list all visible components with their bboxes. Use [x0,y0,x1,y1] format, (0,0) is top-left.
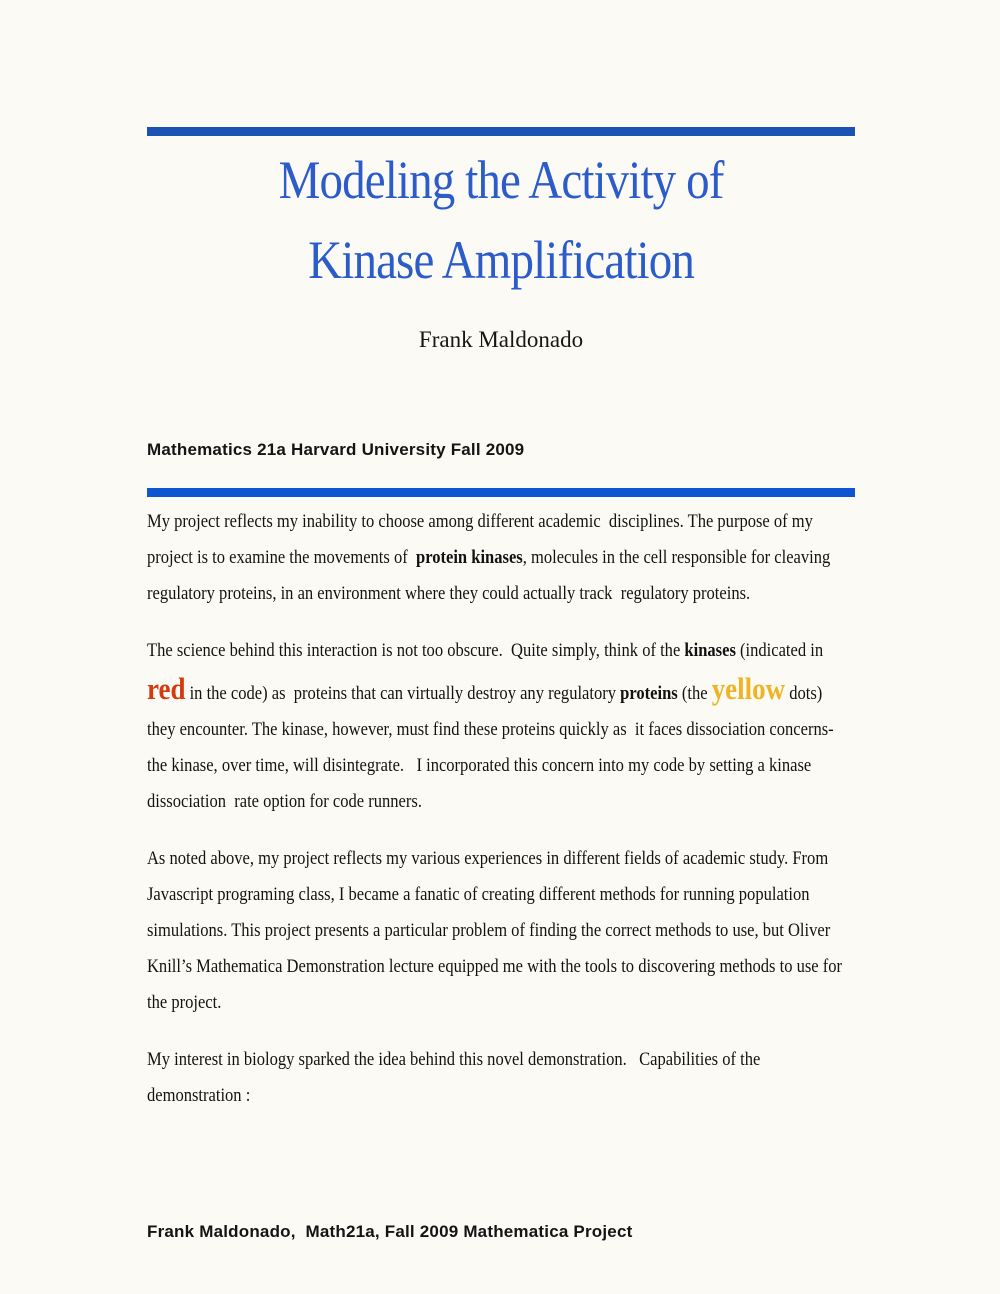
body-paragraph-1 [147,504,855,612]
bold-term: proteins [620,683,678,704]
top-rule [147,127,855,136]
footer-note: Frank Maldonado, Math21a, Fall 2009 Mathematica Project [147,1222,633,1241]
title-line-2: Kinase Amplification [308,230,694,290]
title-line-1: Modeling the Activity of [278,150,724,210]
author-name: Frank Maldonado [418,327,584,352]
text-run: The science behind this interaction is not too obscure. Quite simply, think of the [147,640,685,661]
course-heading: Mathematics 21a Harvard University Fall 2009 [147,440,525,459]
body-paragraph-2 [147,633,855,820]
text-run: dots) they encounter. The kinase, however, must find these proteins quickly as it faces dissociation concerns- the kinase, over time, will disintegrate. I incorporated this concern into my code by setting a kinase dissociation rate option for code runners. [147,683,838,812]
bold-term: kinases [684,640,736,661]
bold-term: protein kinases [416,547,523,568]
text-run: (the [677,683,712,704]
highlighted-word: red [147,671,186,706]
text-run: , molecules in the cell responsible for cleaving regulatory proteins, in an environment where they could actually track regulatory proteins. [147,547,839,604]
text-run: My interest in biology sparked the idea behind this novel demonstration. Capabilities of the demonstration : [147,1049,765,1106]
text-run: in the code) as proteins that can virtually destroy any regulatory [185,683,621,704]
body-paragraph-4 [147,1042,855,1114]
text-run: My project reflects my inability to choose among different academic disciplines. The purpose of my project is to examine the movements of [147,511,818,568]
document-title [147,140,855,300]
body-paragraph-3 [147,841,855,1021]
document-body [147,504,855,1135]
text-run: As noted above, my project reflects my various experiences in different fields of academic study. From Javascript programing class, I became a fanatic of creating different methods for running population simulations. This project presents a particular problem of finding the correct methods to use, but Oliver Knill’s Mathematica Demonstration lecture equipped me with the tools to discovering methods to use for the project. [147,848,847,1013]
highlighted-word: yellow [711,671,786,706]
section-rule [147,488,855,497]
text-run: (indicated in [735,640,828,661]
